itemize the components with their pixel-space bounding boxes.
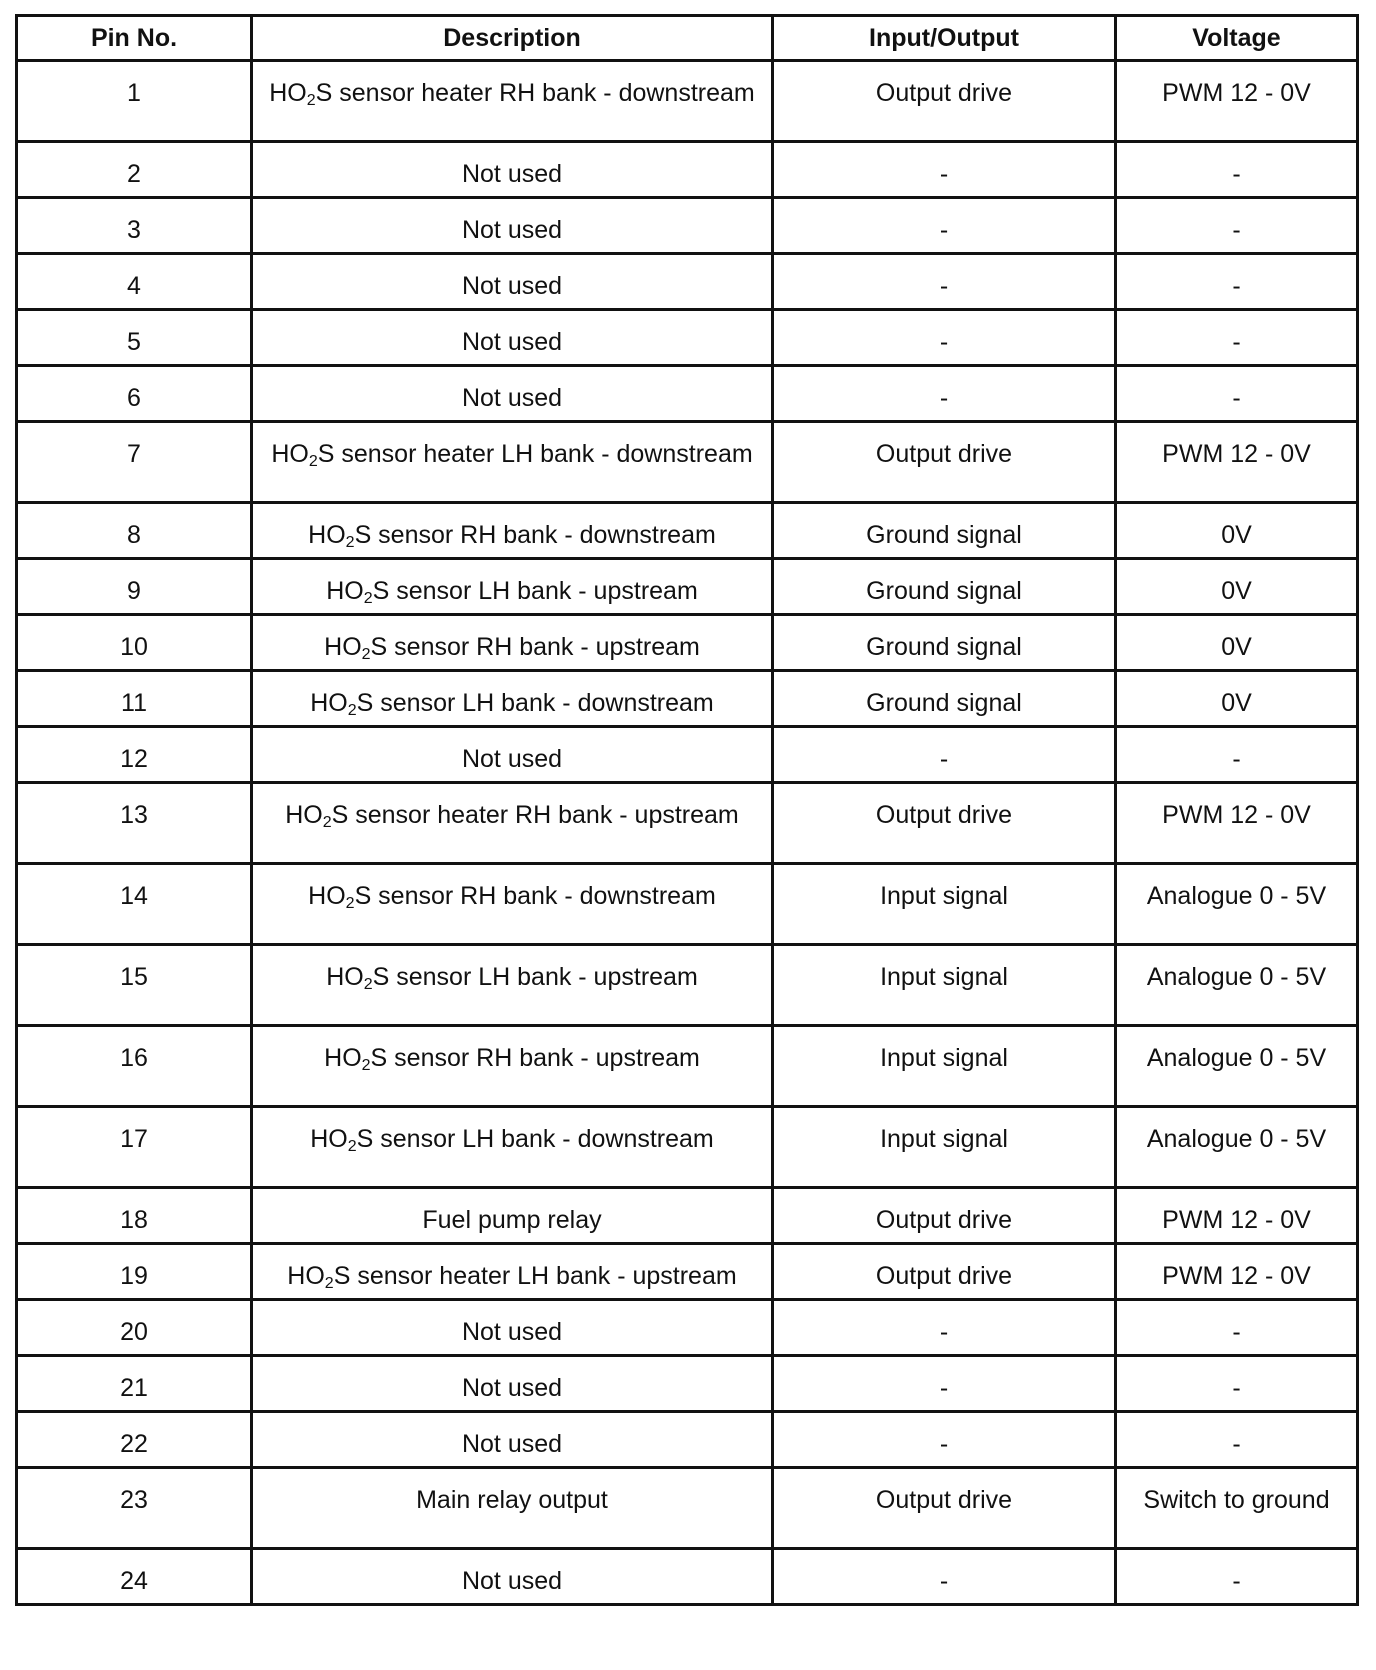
- voltage-cell: Analogue 0 - 5V: [1116, 1026, 1358, 1107]
- description-text: S sensor RH bank - upstream: [370, 1044, 700, 1072]
- pin-number-cell: 24: [17, 1549, 252, 1605]
- input-output-cell: Output drive: [773, 61, 1116, 142]
- description-text: S sensor LH bank - downstream: [356, 689, 714, 717]
- description-cell: [252, 142, 773, 198]
- description-cell: [252, 503, 773, 559]
- voltage-cell: PWM 12 - 0V: [1116, 783, 1358, 864]
- voltage-cell: Analogue 0 - 5V: [1116, 1107, 1358, 1188]
- table-body: [17, 61, 1358, 1605]
- subscript: 2: [308, 453, 318, 470]
- voltage-cell: -: [1116, 1412, 1358, 1468]
- table-row: [17, 254, 1358, 310]
- input-output-cell: Output drive: [773, 422, 1116, 503]
- voltage-cell: -: [1116, 310, 1358, 366]
- pin-number-cell: 6: [17, 366, 252, 422]
- table-row: [17, 945, 1358, 1026]
- input-output-cell: -: [773, 254, 1116, 310]
- subscript: 2: [363, 590, 373, 607]
- subscript: 2: [345, 895, 355, 912]
- table-row: [17, 366, 1358, 422]
- subscript: 2: [361, 1057, 371, 1074]
- table-row: [17, 1107, 1358, 1188]
- description-cell: [252, 198, 773, 254]
- description-cell: [252, 1549, 773, 1605]
- table-row: [17, 61, 1358, 142]
- voltage-cell: -: [1116, 1356, 1358, 1412]
- pin-table: [15, 14, 1359, 1606]
- description-prefix: HO: [326, 577, 364, 605]
- input-output-cell: -: [773, 310, 1116, 366]
- voltage-cell: Switch to ground: [1116, 1468, 1358, 1549]
- description-cell: [252, 254, 773, 310]
- subscript: 2: [322, 814, 332, 831]
- pin-number-cell: 4: [17, 254, 252, 310]
- description-prefix: HO: [269, 79, 307, 107]
- description-text: Not used: [461, 216, 563, 244]
- table-row: [17, 1549, 1358, 1605]
- description-prefix: HO: [285, 801, 323, 829]
- description-text: Not used: [461, 1374, 563, 1402]
- description-cell: [252, 1468, 773, 1549]
- voltage-cell: 0V: [1116, 559, 1358, 615]
- input-output-cell: Input signal: [773, 1107, 1116, 1188]
- pin-number-cell: 11: [17, 671, 252, 727]
- table-row: [17, 615, 1358, 671]
- description-text: Not used: [461, 272, 563, 300]
- description-text: Not used: [461, 328, 563, 356]
- description-text: S sensor heater RH bank - downstream: [315, 79, 755, 107]
- input-output-cell: -: [773, 142, 1116, 198]
- input-output-cell: Input signal: [773, 945, 1116, 1026]
- voltage-cell: -: [1116, 727, 1358, 783]
- description-cell: [252, 559, 773, 615]
- pin-number-cell: 19: [17, 1244, 252, 1300]
- input-output-cell: -: [773, 1356, 1116, 1412]
- description-text: S sensor heater RH bank - upstream: [331, 801, 739, 829]
- description-text: Not used: [461, 384, 563, 412]
- table-row: [17, 1356, 1358, 1412]
- description-cell: [252, 1356, 773, 1412]
- description-text: Not used: [461, 1567, 563, 1595]
- description-text: Fuel pump relay: [422, 1206, 602, 1234]
- table-row: [17, 727, 1358, 783]
- input-output-cell: -: [773, 198, 1116, 254]
- input-output-cell: -: [773, 1300, 1116, 1356]
- table-row: [17, 1300, 1358, 1356]
- voltage-cell: PWM 12 - 0V: [1116, 1244, 1358, 1300]
- table-row: [17, 783, 1358, 864]
- input-output-cell: Ground signal: [773, 671, 1116, 727]
- voltage-cell: -: [1116, 366, 1358, 422]
- header-voltage: Voltage: [1116, 16, 1358, 61]
- description-text: S sensor LH bank - downstream: [356, 1125, 714, 1153]
- description-cell: [252, 1300, 773, 1356]
- input-output-cell: Output drive: [773, 783, 1116, 864]
- description-cell: [252, 1412, 773, 1468]
- header-pin-no: Pin No.: [17, 16, 252, 61]
- pin-number-cell: 12: [17, 727, 252, 783]
- input-output-cell: Input signal: [773, 1026, 1116, 1107]
- pin-number-cell: 10: [17, 615, 252, 671]
- voltage-cell: Analogue 0 - 5V: [1116, 945, 1358, 1026]
- pin-number-cell: 21: [17, 1356, 252, 1412]
- description-cell: [252, 671, 773, 727]
- voltage-cell: Analogue 0 - 5V: [1116, 864, 1358, 945]
- pin-number-cell: 9: [17, 559, 252, 615]
- input-output-cell: Input signal: [773, 864, 1116, 945]
- description-text: S sensor LH bank - upstream: [372, 577, 698, 605]
- pin-number-cell: 5: [17, 310, 252, 366]
- pin-number-cell: 3: [17, 198, 252, 254]
- description-prefix: HO: [287, 1262, 325, 1290]
- table-row: [17, 864, 1358, 945]
- input-output-cell: -: [773, 366, 1116, 422]
- header-input-output: Input/Output: [773, 16, 1116, 61]
- table-row: [17, 559, 1358, 615]
- description-cell: [252, 310, 773, 366]
- input-output-cell: Ground signal: [773, 503, 1116, 559]
- table-row: [17, 1188, 1358, 1244]
- voltage-cell: 0V: [1116, 615, 1358, 671]
- description-cell: [252, 945, 773, 1026]
- description-cell: [252, 727, 773, 783]
- table-row: [17, 198, 1358, 254]
- description-prefix: HO: [324, 633, 362, 661]
- table-row: [17, 310, 1358, 366]
- description-cell: [252, 366, 773, 422]
- subscript: 2: [345, 534, 355, 551]
- header-row: [17, 16, 1358, 61]
- table-row: [17, 1244, 1358, 1300]
- input-output-cell: -: [773, 727, 1116, 783]
- description-cell: [252, 1244, 773, 1300]
- pin-number-cell: 18: [17, 1188, 252, 1244]
- input-output-cell: Output drive: [773, 1244, 1116, 1300]
- subscript: 2: [363, 976, 373, 993]
- subscript: 2: [347, 1138, 357, 1155]
- description-cell: [252, 61, 773, 142]
- voltage-cell: -: [1116, 1549, 1358, 1605]
- table-row: [17, 422, 1358, 503]
- voltage-cell: -: [1116, 254, 1358, 310]
- pin-number-cell: 1: [17, 61, 252, 142]
- pin-number-cell: 7: [17, 422, 252, 503]
- table-row: [17, 1412, 1358, 1468]
- table-row: [17, 142, 1358, 198]
- description-cell: [252, 615, 773, 671]
- table-row: [17, 503, 1358, 559]
- input-output-cell: Output drive: [773, 1468, 1116, 1549]
- description-text: Not used: [461, 160, 563, 188]
- pin-number-cell: 8: [17, 503, 252, 559]
- description-text: S sensor heater LH bank - upstream: [333, 1262, 737, 1290]
- table-row: [17, 1026, 1358, 1107]
- voltage-cell: PWM 12 - 0V: [1116, 1188, 1358, 1244]
- voltage-cell: -: [1116, 142, 1358, 198]
- input-output-cell: Ground signal: [773, 615, 1116, 671]
- input-output-cell: -: [773, 1412, 1116, 1468]
- voltage-cell: -: [1116, 1300, 1358, 1356]
- description-prefix: HO: [324, 1044, 362, 1072]
- voltage-cell: PWM 12 - 0V: [1116, 61, 1358, 142]
- description-text: S sensor RH bank - upstream: [370, 633, 700, 661]
- description-text: Not used: [461, 745, 563, 773]
- description-text: S sensor RH bank - downstream: [354, 882, 716, 910]
- pin-number-cell: 23: [17, 1468, 252, 1549]
- voltage-cell: PWM 12 - 0V: [1116, 422, 1358, 503]
- description-prefix: HO: [310, 689, 348, 717]
- pin-number-cell: 17: [17, 1107, 252, 1188]
- description-cell: [252, 783, 773, 864]
- description-cell: [252, 1188, 773, 1244]
- description-cell: [252, 1107, 773, 1188]
- description-prefix: HO: [310, 1125, 348, 1153]
- description-cell: [252, 1026, 773, 1107]
- pin-number-cell: 13: [17, 783, 252, 864]
- pin-number-cell: 22: [17, 1412, 252, 1468]
- subscript: 2: [347, 702, 357, 719]
- description-text: S sensor LH bank - upstream: [372, 963, 698, 991]
- description-prefix: HO: [308, 882, 346, 910]
- header-description: Description: [252, 16, 773, 61]
- voltage-cell: 0V: [1116, 503, 1358, 559]
- input-output-cell: -: [773, 1549, 1116, 1605]
- pin-number-cell: 14: [17, 864, 252, 945]
- description-text: Not used: [461, 1318, 563, 1346]
- description-text: S sensor RH bank - downstream: [354, 521, 716, 549]
- table-row: [17, 1468, 1358, 1549]
- description-prefix: HO: [308, 521, 346, 549]
- subscript: 2: [306, 92, 316, 109]
- description-prefix: HO: [326, 963, 364, 991]
- voltage-cell: -: [1116, 198, 1358, 254]
- pin-number-cell: 15: [17, 945, 252, 1026]
- pin-number-cell: 2: [17, 142, 252, 198]
- description-text: S sensor heater LH bank - downstream: [317, 440, 753, 468]
- description-text: Main relay output: [416, 1486, 608, 1514]
- voltage-cell: 0V: [1116, 671, 1358, 727]
- description-cell: [252, 422, 773, 503]
- description-cell: [252, 864, 773, 945]
- pin-number-cell: 16: [17, 1026, 252, 1107]
- subscript: 2: [361, 646, 371, 663]
- subscript: 2: [324, 1275, 334, 1292]
- description-text: Not used: [461, 1430, 563, 1458]
- input-output-cell: Output drive: [773, 1188, 1116, 1244]
- description-prefix: HO: [271, 440, 309, 468]
- pin-number-cell: 20: [17, 1300, 252, 1356]
- input-output-cell: Ground signal: [773, 559, 1116, 615]
- table-row: [17, 671, 1358, 727]
